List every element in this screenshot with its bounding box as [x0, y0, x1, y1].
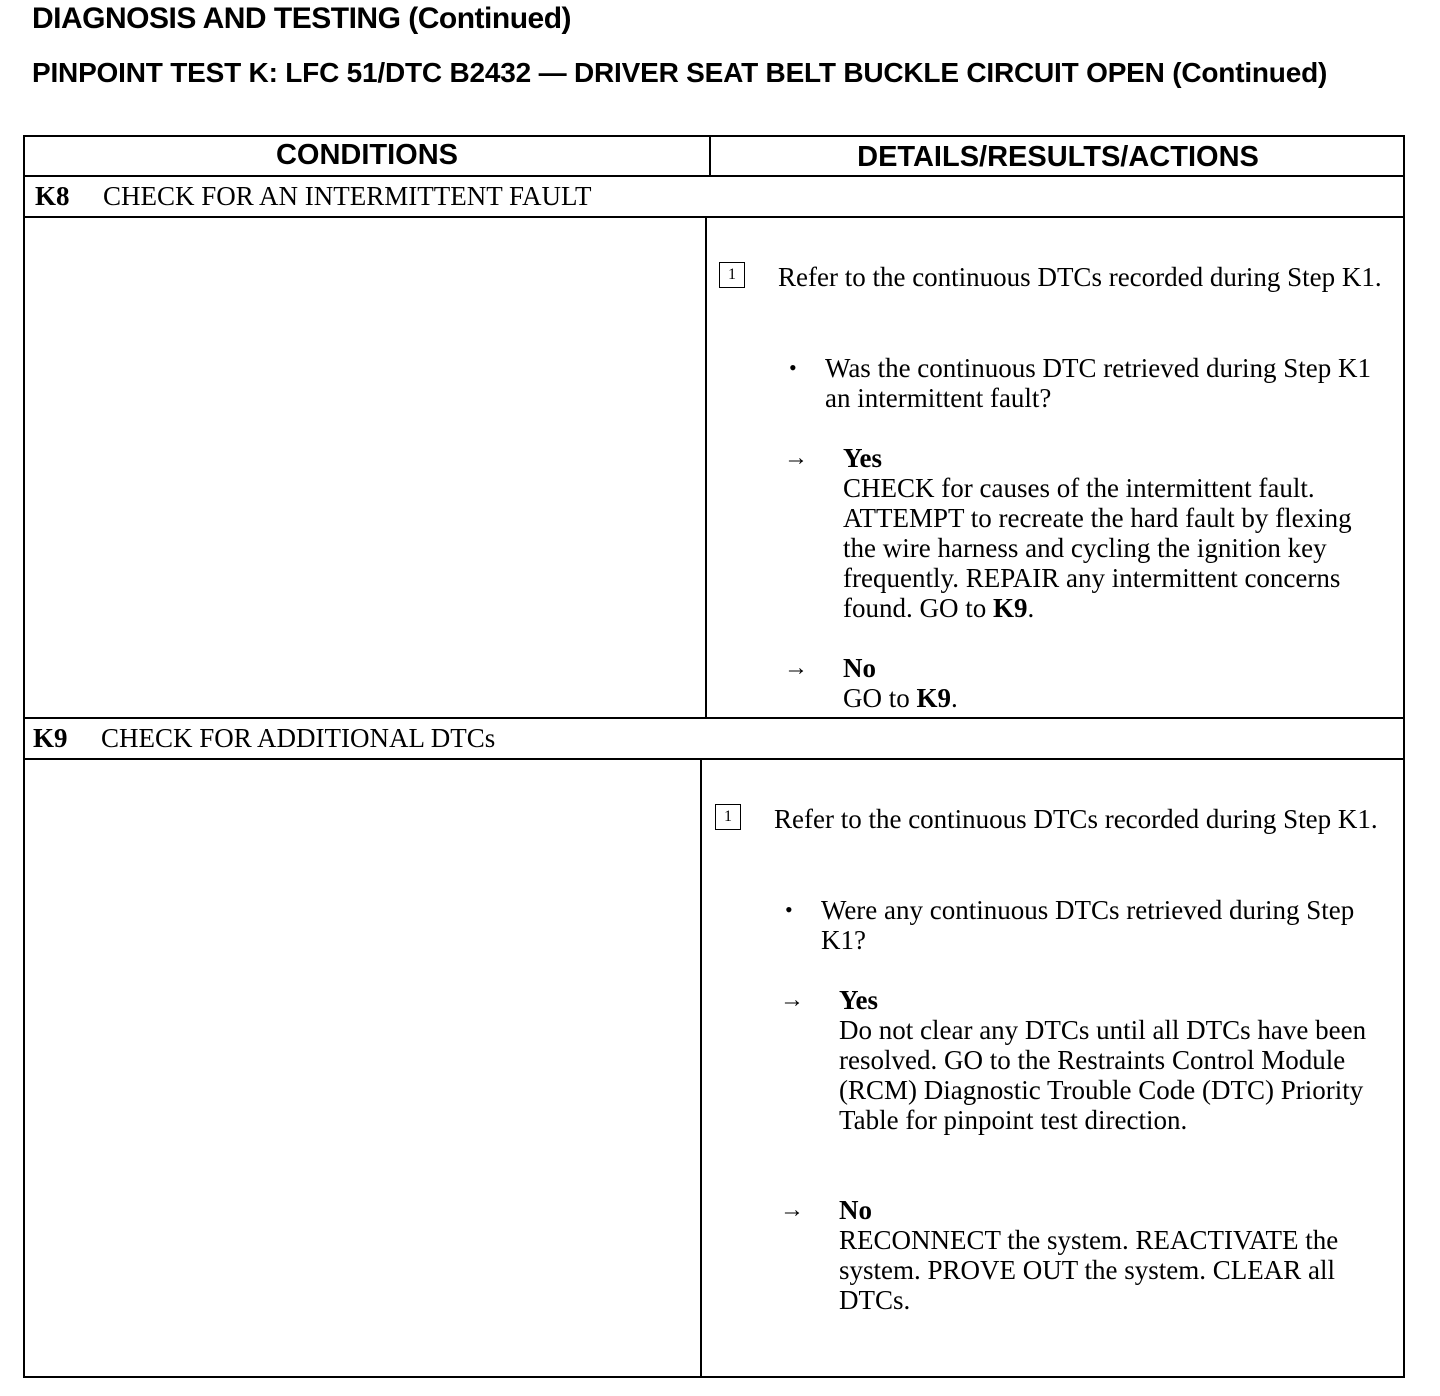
step-k9-yes-result	[839, 985, 1379, 1135]
step-k8-yes-result: Yes CHECK for causes of the intermittent fault. ATTEMPT to recreate the hard fault by flexing the wire harness and cycling the ignition key frequently. REPAIR any intermittent concerns found. GO to K9.	[843, 443, 1389, 623]
step-number-box-icon: 1	[719, 262, 745, 288]
step-k9-no-text: RECONNECT the system. REACTIVATE the system. PROVE OUT the system. CLEAR all DTCs.	[839, 1225, 1339, 1315]
header-column-divider	[709, 137, 711, 177]
step-k8-actions	[719, 217, 1405, 717]
pinpoint-test-title: PINPOINT TEST K: LFC 51/DTC B2432 — DRIVER SEAT BELT BUCKLE CIRCUIT OPEN (Continued)	[32, 57, 1328, 88]
step-k8-no-result: No GO to K9.	[843, 653, 1389, 713]
step-k8-no-text: GO to	[843, 683, 910, 713]
k9-column-divider	[700, 759, 702, 1378]
step-k8-title: CHECK FOR AN INTERMITTENT FAULT	[103, 181, 592, 211]
goto-step-link[interactable]: K9	[993, 593, 1028, 623]
step-k8-id: K8	[35, 181, 70, 211]
step-k8-instruction: Refer to the continuous DTCs recorded during Step K1.	[778, 262, 1382, 292]
step-k9-id: K9	[33, 723, 68, 753]
step-k8-row	[35, 178, 592, 214]
no-label: No	[843, 653, 876, 683]
step-number-box-icon: 1	[715, 804, 741, 830]
k9-top-divider	[25, 717, 1403, 719]
arrow-right-icon: →	[780, 1197, 804, 1223]
goto-step-link[interactable]: K9	[916, 683, 952, 713]
step-k9-yes-text: Do not clear any DTCs until all DTCs have been resolved. GO to the Restraints Control Module (RCM) Diagnostic Trouble Code (DTC) Priority Table for pinpoint test direction.	[839, 1015, 1367, 1135]
arrow-right-icon: →	[780, 987, 804, 1013]
bullet-icon: •	[789, 355, 797, 380]
step-k8-yes-text: CHECK for causes of the intermittent fault. ATTEMPT to recreate the hard fault by flexing the wire harness and cycling the ignition key frequently. REPAIR any intermittent concerns found. GO to	[843, 473, 1352, 623]
yes-label: Yes	[843, 443, 882, 473]
bullet-icon: •	[785, 897, 793, 922]
k8-column-divider	[705, 217, 707, 717]
step-k9-instruction: Refer to the continuous DTCs recorded during Step K1.	[774, 804, 1378, 834]
arrow-right-icon: →	[784, 655, 808, 681]
conditions-column-header: CONDITIONS	[275, 139, 459, 171]
arrow-right-icon: →	[784, 445, 808, 471]
pinpoint-test-table	[23, 135, 1405, 1378]
step-k9-actions	[715, 759, 1401, 1377]
step-k9-question: Were any continuous DTCs retrieved during Step K1?	[821, 895, 1355, 955]
page-title: DIAGNOSIS AND TESTING (Continued)	[32, 2, 572, 35]
details-column-header: DETAILS/RESULTS/ACTIONS	[857, 141, 1259, 173]
header-divider	[25, 175, 1403, 177]
step-k9-no-result	[839, 1195, 1379, 1315]
yes-label: Yes	[839, 985, 878, 1015]
step-k8-question: Was the continuous DTC retrieved during Step K1 an intermittent fault?	[825, 353, 1371, 413]
no-label: No	[839, 1195, 872, 1225]
step-k9-row	[33, 720, 495, 756]
step-k9-title: CHECK FOR ADDITIONAL DTCs	[101, 723, 496, 753]
